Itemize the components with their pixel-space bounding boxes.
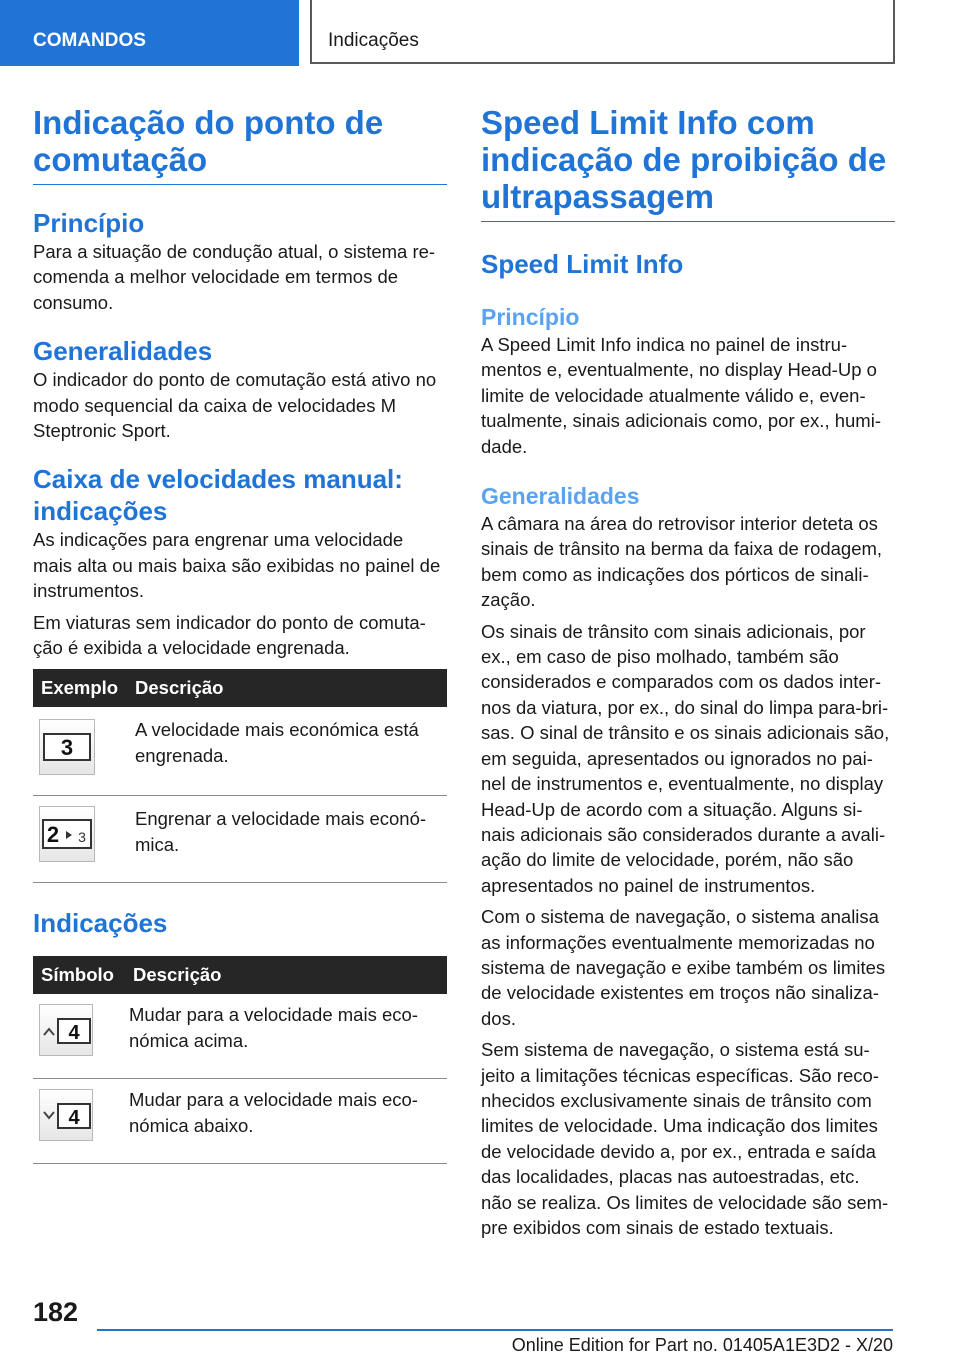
shift-up-4-icon (39, 1004, 93, 1056)
table-cell-icon (33, 1079, 125, 1164)
page-number: 182 (33, 1297, 79, 1327)
table-row (33, 707, 447, 796)
table-row (33, 796, 447, 883)
table-cell-description: Mudar para a velocidade mais eco‐nómica abaixo. (125, 1079, 447, 1164)
table-cell-icon (33, 796, 127, 883)
svg-text:3: 3 (78, 829, 86, 846)
right-generalidades-text-2: Os sinais de trânsito com sinais adicionais, por ex., em caso de piso molhado, também são considerados e comparados com os dados inter‐nos da viatura, por ex., do sinal do limpa para-bri‐sas. O sinal de trânsito e os sinais adicionais são, em seguida, apresentados ou ignorados no pai‐nel de instrumentos e, eventualmente, no display Head-Up de acordo com a situação. Alguns si‐nais adicionais são considerados durante a avali‐ação do limite de velocidade, porém, não são apresentados no painel de instrumentos. (481, 620, 890, 896)
manual-gearbox-text-2: Em viaturas sem indicador do ponto de comuta‐ção é exibida a velocidade engrenada. (33, 611, 426, 659)
left-column (33, 104, 447, 1164)
svg-text:3: 3 (60, 735, 74, 761)
left-generalidades-heading: Generalidades (33, 336, 213, 367)
section-tab: COMANDOS (0, 0, 299, 66)
table-cell-icon (33, 994, 125, 1079)
table-cell-description: Mudar para a velocidade mais eco‐nómica acima. (125, 994, 447, 1079)
svg-text:4: 4 (68, 1022, 80, 1045)
column-header-symbol: Símbolo (33, 956, 125, 994)
example-table-header (33, 669, 447, 707)
edition-note: Online Edition for Part no. 01405A1E3D2 - X/20 (511, 1335, 893, 1355)
table-cell-description: A velocidade mais económica está engrenada. (127, 707, 447, 796)
indications-heading: Indicações (33, 908, 168, 939)
column-header-description: Descrição (127, 669, 447, 707)
symbol-table-header (33, 956, 447, 994)
left-generalidades-text: O indicador do ponto de comutação está ativo no modo sequencial da caixa de velocidades M Steptronic Sport. (33, 369, 437, 442)
shift-down-4-icon (39, 1089, 93, 1141)
svg-text:4: 4 (68, 1107, 80, 1130)
symbol-table (33, 956, 447, 1164)
speed-limit-info-heading: Speed Limit Info (481, 249, 684, 279)
table-cell-description: Engrenar a velocidade mais econó‐mica. (127, 796, 447, 883)
manual-gearbox-text-1: As indicações para engrenar uma velocidade mais alta ou mais baixa são exibidas no painel de instrumentos. (33, 529, 441, 602)
gear-shift-2-to-3-icon (39, 806, 95, 862)
right-principio-heading: Princípio (481, 304, 580, 330)
table-cell-icon (33, 707, 127, 796)
shift-point-title: Indicação do ponto de comutação (33, 104, 447, 185)
column-header-example: Exemplo (33, 669, 127, 707)
left-principio-text: Para a situação de condução atual, o sistema re‐comenda a melhor velocidade em termos de consumo. (33, 241, 436, 313)
manual-gearbox-heading: Caixa de velocidades manual: indicações (33, 464, 403, 527)
right-generalidades-text-1: A câmara na área do retrovisor interior deteta os sinais de trânsito na berma da faixa de rodagem, bem como as indicações dos pórticos de sinali‐zação. (481, 513, 883, 611)
speed-limit-title: Speed Limit Info com indicação de proibição de ultrapassagem (481, 104, 895, 222)
example-table (33, 669, 447, 883)
left-principio-heading: Princípio (33, 208, 145, 238)
column-header-description: Descrição (125, 956, 447, 994)
table-row (33, 994, 447, 1079)
right-generalidades-text-3: Com o sistema de navegação, o sistema analisa as informações eventualmente memorizadas no sistema de navegação e exibe também os limites de velocidade existentes em troços não sinaliza‐dos. (481, 906, 886, 1029)
right-generalidades-text-4: Sem sistema de navegação, o sistema está su‐jeito a limitações técnicas específicas. São reco‐nhecidos exclusivamente sinais de trânsito com limites de velocidade. Uma indicação dos limites de velocidade devido a, por ex., entrada e saída das localidades, placas nas autoestradas, etc. não se realiza. Os limites de velocidade são sem‐pre exibidos com sinais de estado textuais. (481, 1039, 889, 1238)
footer-divider (97, 1329, 893, 1331)
table-row (33, 1079, 447, 1164)
right-generalidades-heading: Generalidades (481, 483, 640, 510)
gear-3-engaged-icon (39, 719, 95, 775)
svg-text:2: 2 (46, 822, 60, 848)
right-column (481, 104, 895, 1240)
right-principio-text: A Speed Limit Info indica no painel de instru‐mentos e, eventualmente, no display Head-Up o limite de velocidade atualmente válido e, even‐tualmente, sinais adicionais como, por ex., humi‐dade. (481, 334, 881, 457)
chapter-title: Indicações (310, 0, 895, 64)
